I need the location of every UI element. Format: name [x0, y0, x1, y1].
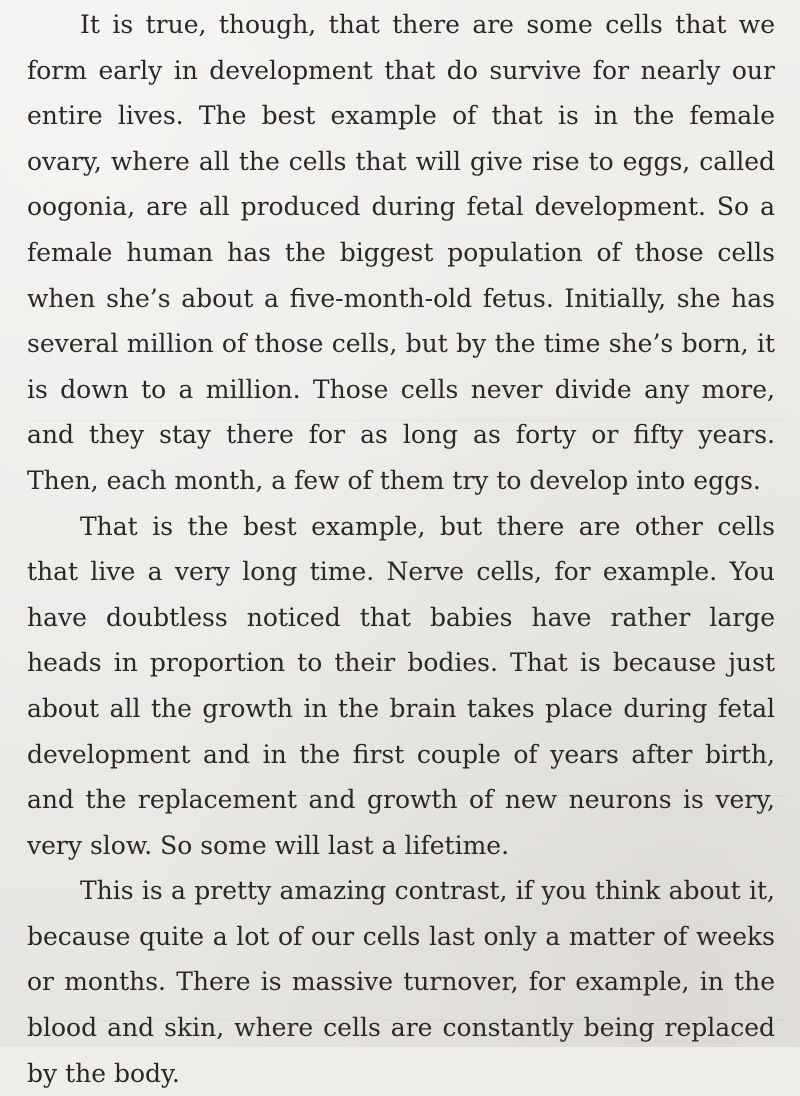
paragraph-1: [27, 2, 775, 504]
paragraph-1-text: It is true, though, that there are some cells that we form early in development that do survive for nearly our entire lives. The best example of that is in the female ovary, where all the cells that will give rise to eggs, called oogonia, are all produced during fetal development. So a female human has the biggest population of those cells when she’s about a five-month-old fetus. Initially, she has several million of those cells, but by the time she’s born, it is down to a million. Those cells never divide any more, and they stay there for as long as forty or fifty years. Then, each month, a few of them try to develop into eggs.: [27, 10, 775, 495]
paragraph-2: [27, 504, 775, 869]
body-text: [27, 2, 775, 1096]
paragraph-3-text: This is a pretty amazing contrast, if you think about it, because quite a lot of our cells last only a matter of weeks or months. There is massive turnover, for example, in the blood and skin, where cells are constantly being replaced by the body.: [27, 876, 775, 1088]
paragraph-2-text: That is the best example, but there are other cells that live a very long time. Nerve cells, for example. You have doubtless noticed that babies have rather large heads in proportion to their bodies. That is because just about all the growth in the brain takes place during fetal development and in the first couple of years after birth, and the replacement and growth of new neurons is very, very slow. So some will last a lifetime.: [27, 511, 775, 860]
paragraph-3: [27, 868, 775, 1096]
